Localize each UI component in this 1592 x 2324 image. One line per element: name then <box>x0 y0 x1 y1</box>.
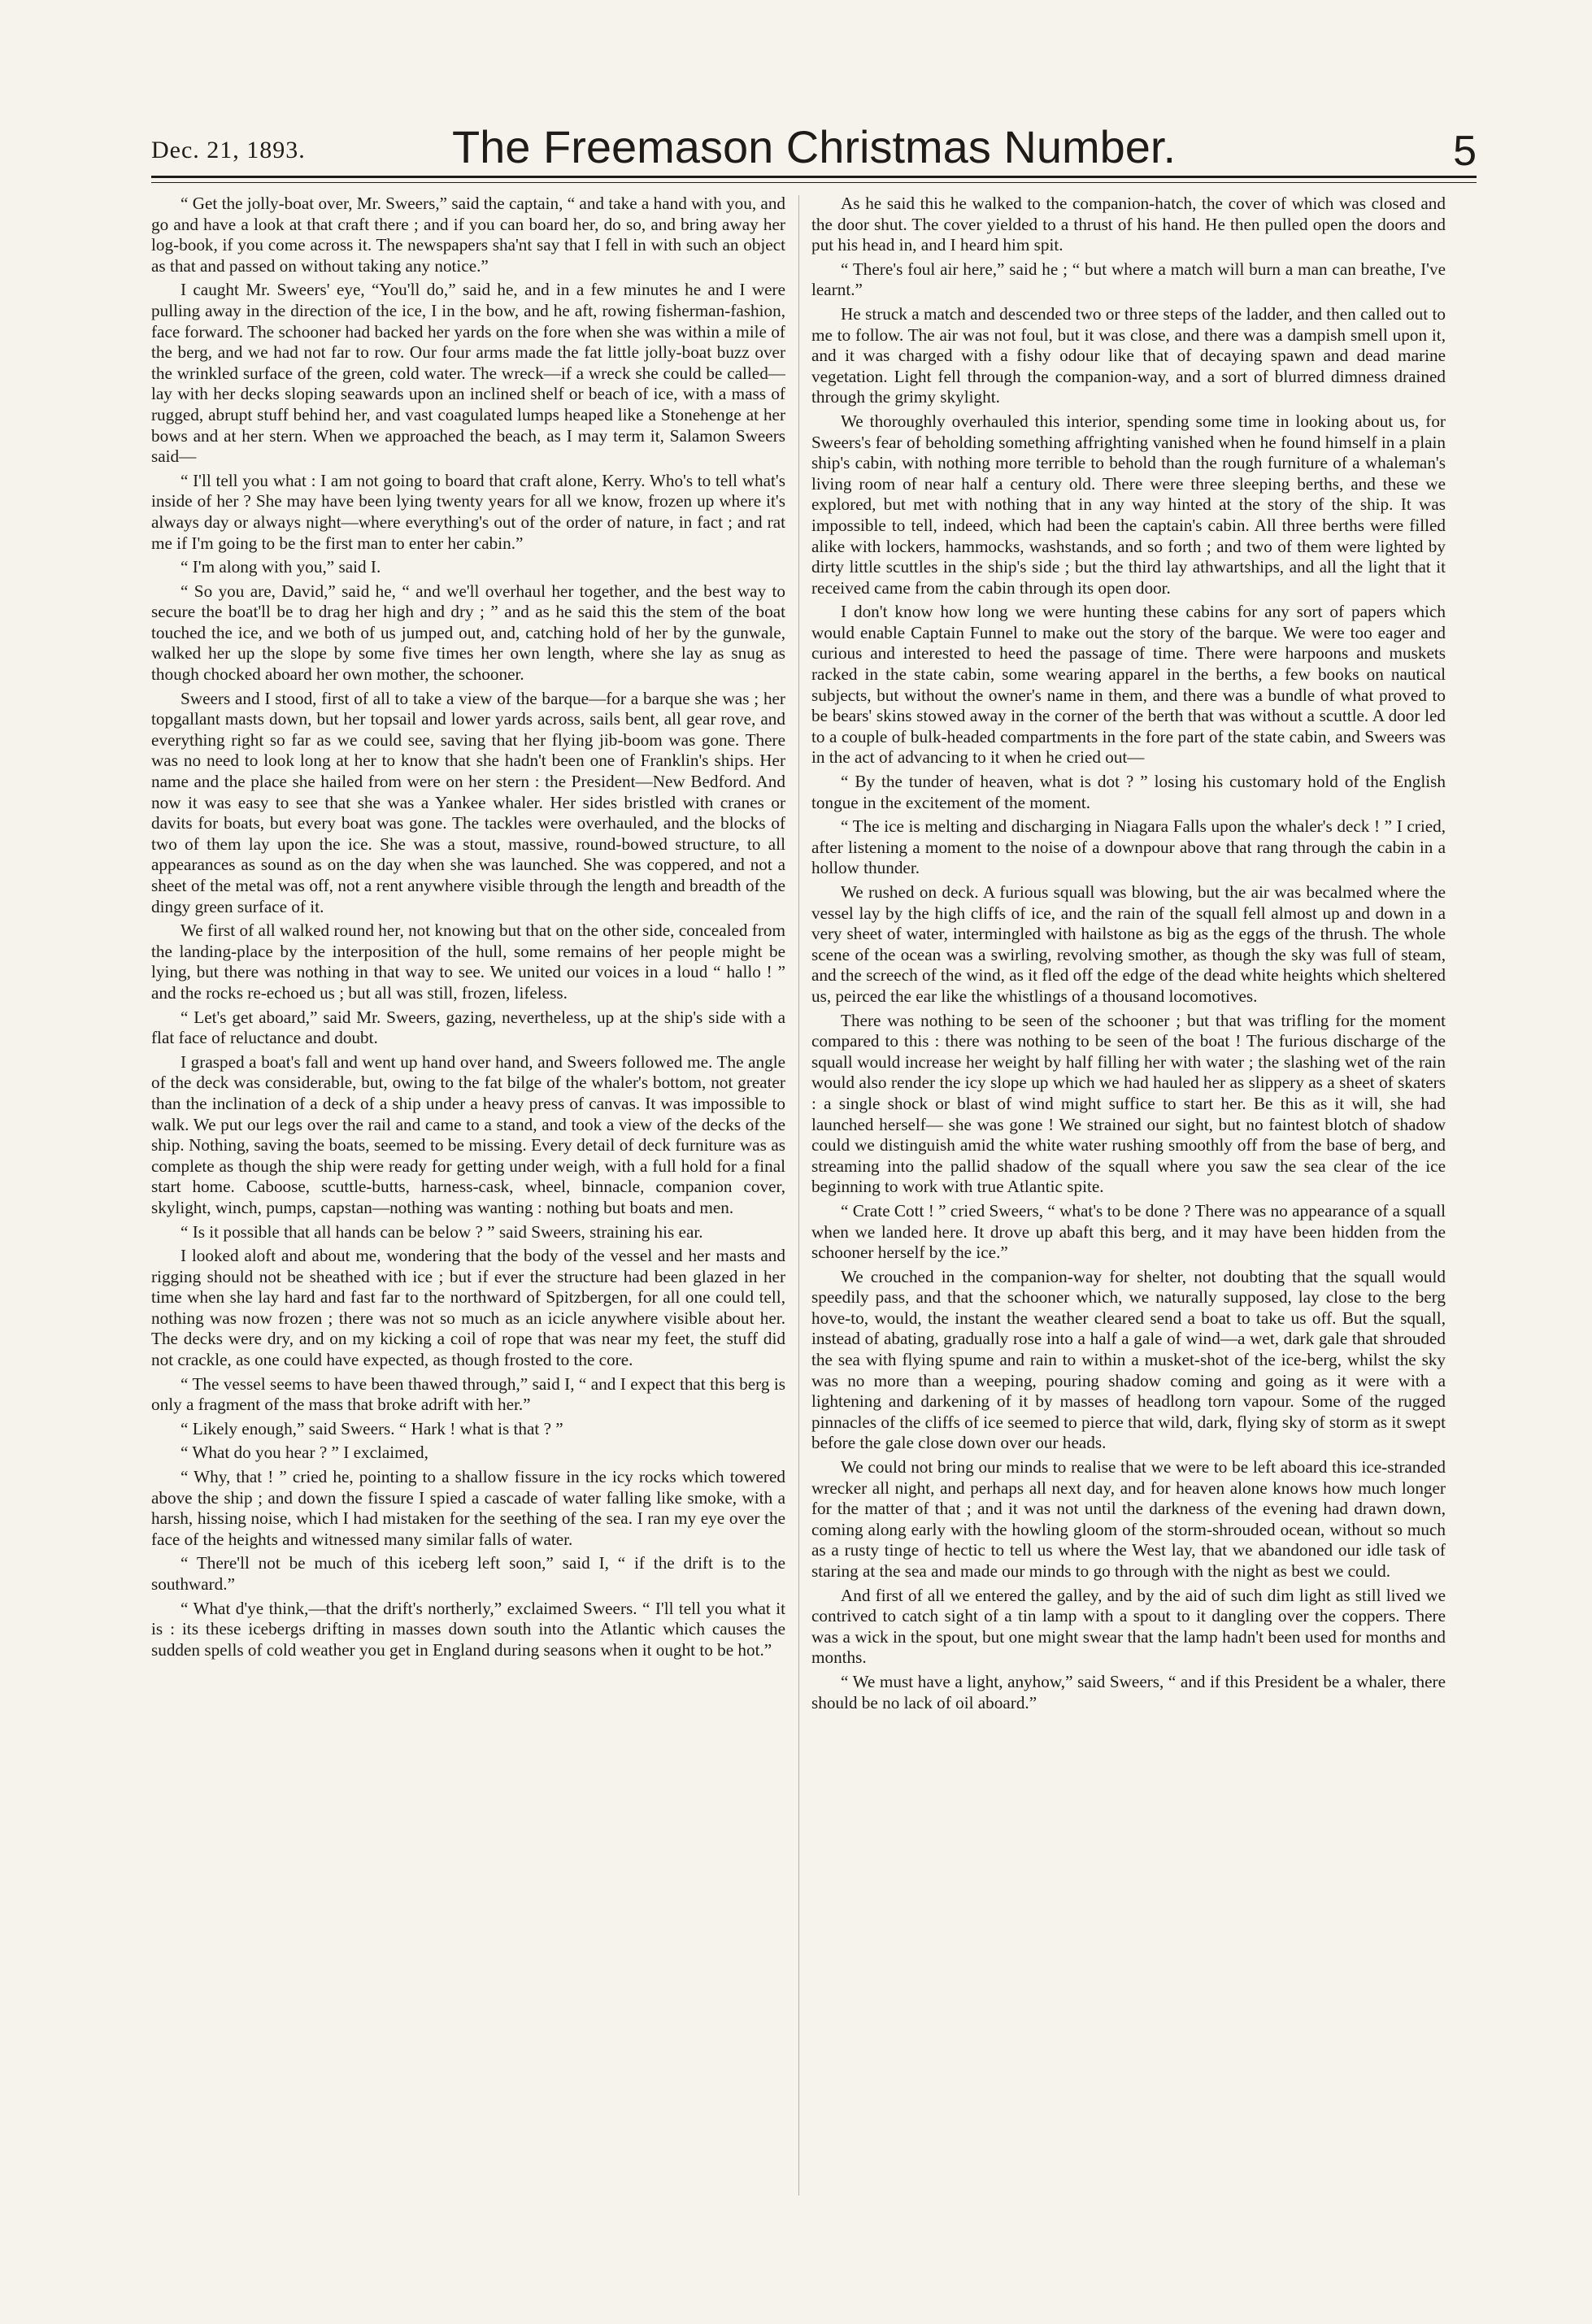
paragraph: We could not bring our minds to realise that we were to be left aboard this ice-stranded wrecker all night, and perhaps all next day, and for heaven alone knows how much longer for the matter of that ; and it was not until the darkness of the evening had drawn down, coming along early with the howling gloom of the storm-shrouded ocean, without so much as a rusty tinge of hectic to tell us where the West lay, that we abandoned our idle task of staring at the sea and made our minds to go through with the night as best we could. <box>811 1457 1446 1581</box>
paragraph: I don't know how long we were hunting these cabins for any sort of papers which would enable Captain Funnel to make out the story of the barque. We were too eager and curious and interested to heed the passage of time. There were harpoons and muskets racked in the state cabin, some wearing apparel in the berths, a few books on nautical subjects, but without the owner's name in them, and there was a bundle of what proved to be bears' skins stowed away in the corner of the berth that was without a scuttle. A door led to a couple of bulk-headed compartments in the fore part of the state cabin, and Sweers was in the act of advancing to it when he cried out— <box>811 602 1446 768</box>
paragraph: And first of all we entered the galley, and by the aid of such dim light as still lived we contrived to catch sight of a tin lamp with a spout to it dangling over the coppers. There was a wick in the spout, but one might swear that the lamp hadn't been used for months and months. <box>811 1585 1446 1668</box>
publication-title: The Freemason Christmas Number. <box>451 121 1177 172</box>
paragraph: “ So you are, David,” said he, “ and we'll overhaul her together, and the best way to secure the boat'll be to drag her high and dry ; ” and as he said this the stem of the boat touched the ice, and we both of us jumped out, and, catching hold of her by the gunwale, walked her up the slope by some five times her own length, where she lay as snug as though chocked aboard her own mother, the schooner. <box>151 581 785 685</box>
paragraph: “ The ice is melting and discharging in Niagara Falls upon the whaler's deck ! ” I cried, after listening a moment to the noise of a downpour above that rang through the cabin in a hollow thunder. <box>811 816 1446 878</box>
page-number: 5 <box>1453 128 1477 175</box>
paragraph: “ There'll not be much of this iceberg left soon,” said I, “ if the drift is to the southward.” <box>151 1553 785 1594</box>
paragraph: Sweers and I stood, first of all to take a view of the barque—for a barque she was ; her topgallant masts down, but her topsail and lower yards across, sails bent, all gear rove, and everything right so far as we could see, saving that her flying jib-boom was gone. There was no need to look long at her to know that she hadn't been one of Franklin's ships. Her name and the place she hailed from were on her stern : the President—New Bedford. And now it was easy to see that she was a Yankee whaler. Her sides bristled with cranes or davits for boats, but every boat was gone. The tackles were overhauled, and the blocks of two of them lay upon the ice. She was a stout, massive, round-bowed structure, to all appearances as sound as on the day when she was launched. She was coppered, and not a sheet of the metal was off, not a rent anywhere visible through the length and breadth of the dingy green surface of it. <box>151 688 785 916</box>
paragraph: “ There's foul air here,” said he ; “ but where a match will burn a man can breathe, I've learnt.” <box>811 259 1446 300</box>
paragraph: There was nothing to be seen of the schooner ; but that was trifling for the moment compared to this : there was nothing to be seen of the boat ! The furious discharge of the squall would increase her weight by half filling her with water ; the slashing wet of the rain would also render the icy slope up which we had hauled her as slippery as a sheet of skaters : a single shock or blast of wind might suffice to start her. Be this as it will, she had launched herself— she was gone ! We strained our sight, but no faintest blotch of shadow could we distinguish amid the white water rushing smoothly off from the base of berg, and streaming into the pallid shadow of the squall where you saw the sea clear of the ice beginning to work with true Atlantic spite. <box>811 1010 1446 1197</box>
paragraph: I looked aloft and about me, wondering that the body of the vessel and her masts and rigging should not be sheathed with ice ; but if ever the structure had been glazed in her time when she lay hard and fast far to the northward of Spitzbergen, for all one could tell, nothing was now frozen ; there was not so much as an icicle anywhere visible about her. The decks were dry, and on my kicking a coil of rope that was near my feet, the stuff did not crackle, as one could have expected, as though frosted to the core. <box>151 1246 785 1370</box>
paragraph: “ Crate Cott ! ” cried Sweers, “ what's to be done ? There was no appearance of a squall when we landed here. It drove up abaft this berg, and it may have been hidden from the schooner herself by the ice.” <box>811 1200 1446 1263</box>
paragraph: “ The vessel seems to have been thawed through,” said I, “ and I expect that this berg is only a fragment of the mass that broke adrift with her.” <box>151 1373 785 1415</box>
paragraph: “ Why, that ! ” cried he, pointing to a shallow fissure in the icy rocks which towered above the ship ; and down the fissure I spied a cascade of water falling like smoke, with a harsh, hissing noise, which I had mistaken for the seething of the sea. I ran my eye over the face of the heights and witnessed many similar falls of water. <box>151 1467 785 1549</box>
paragraph: “ We must have a light, anyhow,” said Sweers, “ and if this President be a whaler, there should be no lack of oil aboard.” <box>811 1671 1446 1713</box>
paragraph: “ I'll tell you what : I am not going to board that craft alone, Kerry. Who's to tell what's inside of her ? She may have been lying twenty years for all we know, frozen up where it's always day or always night—where everything's out of the order of nature, in fact ; and rat me if I'm going to be the first man to enter her cabin.” <box>151 470 785 553</box>
paragraph: We first of all walked round her, not knowing but that on the other side, concealed from the landing-place by the interposition of the hull, some remains of her people might be lying, but there was nothing in that way to see. We united our voices in a loud “ hallo ! ” and the rocks re-echoed us ; but all was still, frozen, lifeless. <box>151 920 785 1003</box>
paragraph: “ What do you hear ? ” I exclaimed, <box>181 1443 428 1463</box>
paragraph: I caught Mr. Sweers' eye, “You'll do,” said he, and in a few minutes he and I were pulling away in the direction of the ice, I in the bow, and he aft, rowing fisherman-fashion, face forward. The schooner had backed her yards on the fore when she was within a mile of the berg, and we had not far to row. Our four arms made the fat little jolly-boat buzz over the wrinkled surface of the green, cold water. The wreck—if a wreck she could be called—lay with her decks sloping seawards upon an inclined shelf or beach of ice, with a mass of rugged, abrupt stuff behind her, and vast coagulated lumps heaped like a Stonehenge at her bows and at her stern. When we approached the beach, as I may term it, Salamon Sweers said— <box>151 280 785 467</box>
paragraph: We crouched in the companion-way for shelter, not doubting that the squall would speedily pass, and that the schooner which, we naturally supposed, lay close to the berg hove-to, would, the instant the weather cleared send a boat to take us off. But the squall, instead of abating, gradually rose into a half a gale of wind—a wet, dark gale that shrouded the sea with flying spume and rain to within a musket-shot of the ice-berg, whilst the sky was no more than a weeping, pouring shadow coming and going as it were with a lightening and darkening of it by masses of headlong torn vapour. Some of the rugged pinnacles of the cliffs of ice seemed to pierce that wild, dark, flying sky of storm as it swept before the gale close down over our heads. <box>811 1266 1446 1453</box>
paragraph: “ Is it possible that all hands can be below ? ” said Sweers, straining his ear. <box>181 1221 703 1242</box>
paragraph: “ What d'ye think,—that the drift's northerly,” exclaimed Sweers. “ I'll tell you what it is : its these icebergs drifting in masses down south into the Atlantic which causes the sudden spells of cold weather you get in England during seasons when it ought to be hot.” <box>151 1598 785 1660</box>
paragraph: “ Get the jolly-boat over, Mr. Sweers,” said the captain, “ and take a hand with you, and go and have a look at that craft there ; and if you can board her, do so, and bring away her log-book, if you come across it. The newspapers sha'nt say that I fell in with such an object as that and passed on without taking any notice.” <box>151 194 785 276</box>
left-column <box>151 194 785 2202</box>
paragraph: “ Let's get aboard,” said Mr. Sweers, gazing, nevertheless, up at the ship's side with a flat face of reluctance and doubt. <box>151 1007 785 1048</box>
paragraph: We rushed on deck. A furious squall was blowing, but the air was becalmed where the vessel lay by the high cliffs of ice, and the rain of the squall fell almost up and down in a very sheet of water, intermingled with hailstone as big as the eggs of the thrush. The whole scene of the ocean was a swirling, revolving smother, as though the sky was full of steam, and the screech of the wind, as it fled off the edge of the dead white heights which sheltered us, peirced the ear like the whistlings of a thousand locomotives. <box>811 882 1446 1006</box>
paragraph: He struck a match and descended two or three steps of the ladder, and then called out to me to follow. The air was not foul, but it was close, and there was a dampish smell upon it, and it was charged with a fishy odour like that of decaying spawn and dead marine vegetation. Light fell through the companion-way, and a sort of blurred dimness drained through the grimy skylight. <box>811 303 1446 407</box>
paragraph: “ Likely enough,” said Sweers. “ Hark ! what is that ? ” <box>181 1418 563 1438</box>
right-column <box>811 194 1446 2202</box>
header-rule-thin <box>151 182 1477 183</box>
page-header <box>151 122 1477 179</box>
issue-date: Dec. 21, 1893. <box>151 137 306 163</box>
paragraph: We thoroughly overhauled this interior, spending some time in looking about us, for Sweers's fear of beholding something affrighting vanished when he found himself in a plain ship's cabin, with nothing more terrible to behold than the rough furniture of a whaleman's living room of near half a century old. There were three sleeping berths, and these we explored, but met with nothing that in any way hinted at the story of the ship. It was impossible to tell, indeed, which had been the captain's cabin. All three berths were filled alike with lockers, hammocks, washstands, and so forth ; and two of them were lighted by dirty little scuttles in the ship's side ; but the third lay athwartships, and all the light that it received came from the cabin through its open door. <box>811 411 1446 598</box>
paragraph: As he said this he walked to the companion-hatch, the cover of which was closed and the door shut. The cover yielded to a thrust of his hand. He then pulled open the doors and put his head in, and I heard him spit. <box>811 194 1446 255</box>
paragraph: “ By the tunder of heaven, what is dot ? ” losing his customary hold of the English tongue in the excitement of the moment. <box>811 772 1446 812</box>
paragraph: I grasped a boat's fall and went up hand over hand, and Sweers followed me. The angle of the deck was considerable, but, owing to the fat bilge of the whaler's bottom, not greater than the inclination of a deck of a ship under a heavy press of canvas. It was impossible to walk. We put our legs over the rail and came to a stand, and took a view of the decks of the ship. Nothing, saving the boats, seemed to be missing. Every detail of deck furniture was as complete as though the ship were ready for getting under weigh, with a full hold for a final start home. Caboose, scuttle-butts, harness-cask, wheel, binnacle, companion cover, skylight, winch, pumps, capstan—nothing was wanting : nothing but boats and men. <box>151 1051 785 1217</box>
paragraph: “ I'm along with you,” said I. <box>181 557 381 577</box>
header-rule-thick <box>151 176 1477 178</box>
column-divider <box>798 195 799 2196</box>
